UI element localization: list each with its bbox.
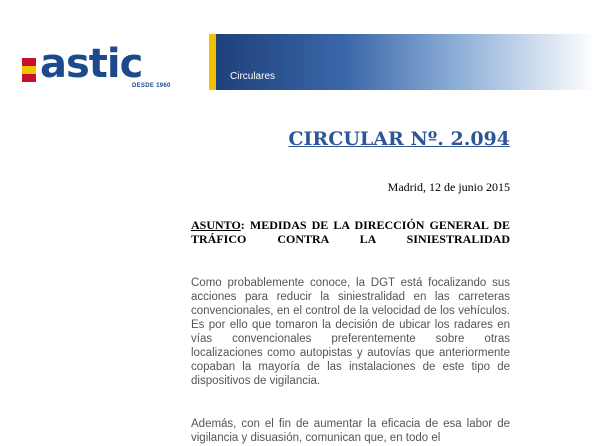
body-paragraph: Como probablemente conoce, la DGT está focalizando sus acciones para reducir la siniestralidad en las carreteras convencionales, en el control de la velocidad de los vehículos. Es por ello que tomaron la decisión de ubicar los radares en vías convencionales preferentemente sobre otras localizaciones como autopistas y autovías que anteriormente copaban la mayoría de las instalaciones de este tipo de dispositivos de vigilancia. xyxy=(191,277,510,387)
logo-wordmark: astic xyxy=(40,41,143,87)
document-date: Madrid, 12 de junio 2015 xyxy=(387,180,510,194)
section-label: Circulares xyxy=(230,71,276,82)
body-paragraph: Además, con el fin de aumentar la eficacia de esa labor de vigilancia y disuasión, comunican que, en todo el xyxy=(191,418,510,444)
astic-logo xyxy=(22,41,172,90)
spanish-flag-icon xyxy=(22,58,36,82)
document-title: CIRCULAR Nº. 2.094 xyxy=(288,128,510,150)
subject-text: : MEDIDAS DE LA DIRECCIÓN GENERAL DE TRÁFICO CONTRA LA SINIESTRALIDAD xyxy=(191,218,510,246)
document-subject xyxy=(191,218,510,246)
header-banner xyxy=(209,34,595,90)
banner-accent-bar xyxy=(209,34,216,90)
subject-key: ASUNTO xyxy=(191,218,241,232)
logo-tagline: DESDE 1960 xyxy=(132,83,171,89)
